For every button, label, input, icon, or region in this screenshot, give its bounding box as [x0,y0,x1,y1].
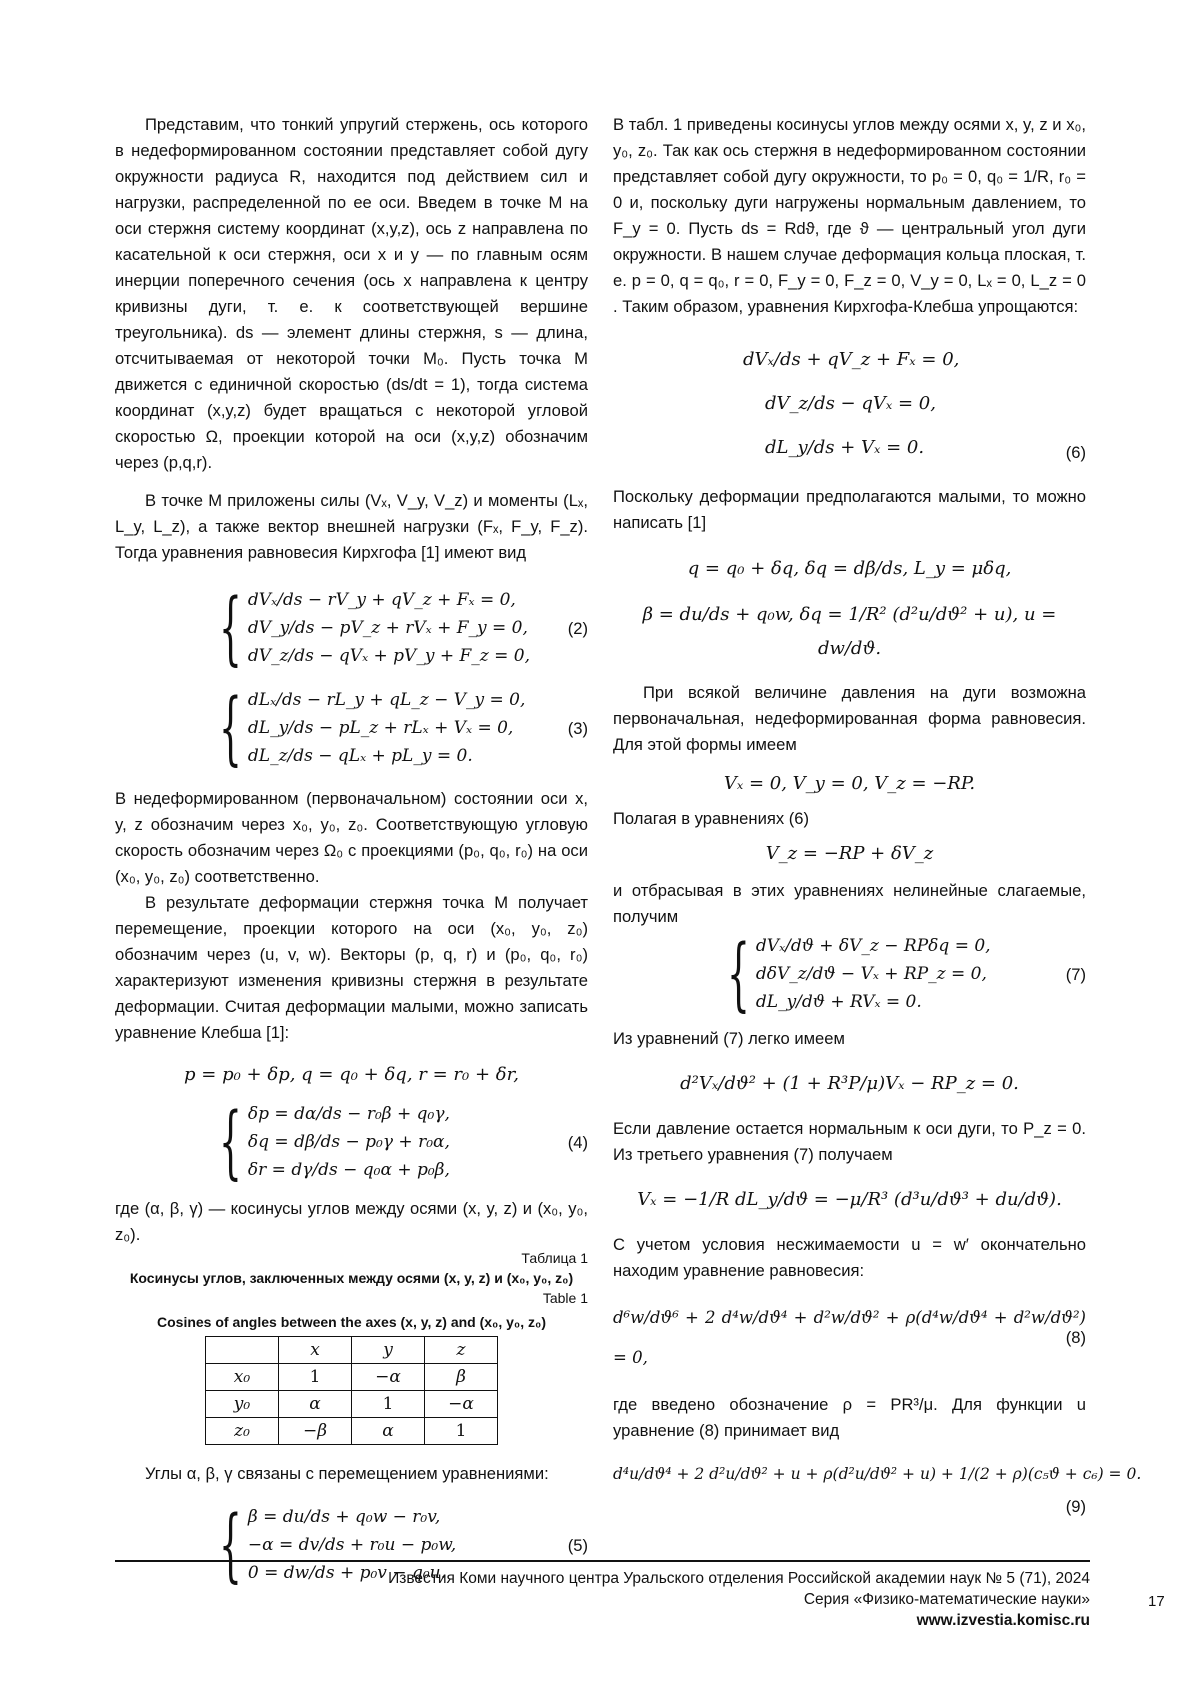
equation-4 [115,1095,588,1188]
paragraph: Из уравнений (7) легко имеем [613,1029,845,1048]
table-cell: 1 [425,1418,498,1445]
journal-series: Серия «Физико-математические науки» [803,1591,1090,1608]
table-cell [206,1337,279,1364]
equation-line: V_z = −RP + δV_z [765,843,934,864]
table-cell: x [279,1337,352,1364]
equation-line: p = p₀ + δp, q = q₀ + δq, r = r₀ + δr, [184,1064,519,1085]
table-cell: y [352,1337,425,1364]
right-column [613,112,1142,1520]
equation-number: (5) [567,1536,588,1555]
equation-line: dL_y/dϑ + RVₓ = 0. [755,992,922,1012]
equation-line: δr = dγ/ds − q₀α + p₀β, [247,1160,450,1180]
paragraph: При всякой величине давления на дуги возможна первоначальная, недеформированная форма равновесия. Для этой формы имеем [613,683,1086,754]
equation-3 [115,681,588,774]
table-cell: α [279,1391,352,1418]
equation-line: dVₓ/dϑ + δV_z − RPδq = 0, [755,936,991,956]
equation-vx [613,1180,1086,1220]
equation-9 [613,1454,1142,1494]
table-row [206,1364,498,1391]
equation-line: Vₓ = 0, V_y = 0, V_z = −RP. [723,773,976,794]
equation-line: dVₓ/ds + qV_z + Fₓ = 0, [743,349,960,370]
journal-url: www.izvestia.komisc.ru [916,1612,1090,1629]
left-column [115,112,588,1589]
paragraph: В точке M приложены силы (Vₓ, V_y, V_z) и моменты (Lₓ, L_y, L_z), а также вектор внешней нагрузки (Fₓ, F_y, F_z). Тогда уравнения равновесия Кирхгофа [1] имеют вид [115,491,588,562]
table-cell: −β [279,1418,352,1445]
table-cell: 1 [279,1364,352,1391]
equation-line: dδV_z/dϑ − Vₓ + RP_z = 0, [755,964,987,984]
equation-line: 0 = dw/ds + p₀v − q₀u. [247,1563,446,1583]
table-cell: z₀ [206,1418,279,1445]
equation-number: (9) [1065,1497,1086,1516]
equation-d2v [613,1064,1086,1104]
brace-icon: { [218,1498,242,1591]
brace-icon: { [218,681,242,774]
equation-line: δq = dβ/ds − p₀γ + r₀α, [247,1132,450,1152]
equation-line: dVₓ/ds − rV_y + qV_z + Fₓ = 0, [247,590,516,610]
table-cell: x₀ [206,1364,279,1391]
equation-line: d⁴u/dϑ⁴ + 2 d²u/dϑ² + u + ρ(d²u/dϑ² + u) + 1/(2 + ρ)(c₅ϑ + c₆) = 0. [613,1465,1142,1483]
paragraph: В табл. 1 приведены косинусы углов между осями x, y, z и x₀, y₀, z₀. Так как ось стержня в недеформированном состоянии представляет собой дугу окружности, то p₀ = 0, q₀ = 1/R, r₀ = 0 и, поскольку дуги нагружены нормальным давлением, то F_y = 0. Пусть ds = Rdϑ, где ϑ — центральный угол дуги окружности. В нашем случае деформация кольца плоская, т. е. p = 0, q = q₀, r = 0, F_y = 0, F_z = 0, V_y = 0, Lₓ = 0, L_z = 0 . Таким образом, уравнения Кирхгофа-Клебша упрощаются: [613,115,1086,316]
paragraph: Полагая в уравнениях (6) [613,809,810,828]
table-caption-en: Cosines of angles between the axes (x, y, z) and (x₀, y₀, z₀) [157,1314,546,1330]
paragraph: В результате деформации стержня точка M получает перемещение, проекции которого на оси (x₀, y₀, z₀) обозначим через (u, v, w). Векторы (p, q, r) и (p₀, q₀, r₀) характеризуют изменения кривизны стержня в результате деформации. Считая деформации малыми, можно записать уравнение Клебша [1]: [115,893,588,1042]
table-cell: β [425,1364,498,1391]
journal-title: Известия Коми научного центра Уральского отделения Российской академии наук № 5 (71), 2024 [388,1570,1090,1587]
equation-line: −α = dv/ds + r₀u − p₀w, [247,1535,457,1555]
equation-vz [613,838,1086,870]
equation-line: β = du/ds + q₀w − r₀v, [247,1507,441,1527]
table-cell: −α [352,1364,425,1391]
paragraph: где (α, β, γ) — косинусы углов между осями (x, y, z) и (x₀, y₀, z₀). [115,1199,588,1244]
table-cell: α [352,1418,425,1445]
equation-q [613,552,1086,586]
table-caption-ru: Косинусы углов, заключенных между осями (x, y, z) и (x₀, y₀, z₀) [129,1270,574,1286]
paragraph: и отбрасывая в этих уравнениях нелинейные слагаемые, получим [613,881,1086,926]
footer [388,1568,1090,1631]
table-header-row [206,1337,498,1364]
equation-line: dL_z/ds − qLₓ + pL_y = 0. [247,746,473,766]
paragraph: Представим, что тонкий упругий стержень, ось которого в недеформированном состоянии представляет собой дугу окружности радиуса R, находится под действием сил и нагрузки, распределенной по ее оси. Введем в точке M на оси стержня систему координат (x,y,z), ось z направлена по касательной к оси стержня, оси x и y — по главным осям инерции поперечного сечения (ось x направлена к центру кривизны дуги, т. е. к соответствующей вершине треугольника). ds — элемент длины стержня, s — длина, отсчитываемая от некоторой точки M₀. Пусть точка M движется с единичной скоростью (ds/dt = 1), тогда система координат (x,y,z) будет вращаться с некоторой угловой скоростью Ω, проекции которой на оси (x,y,z) обозначим через (p,q,r). [115,115,588,472]
equation-line: dL_y/ds − pL_z + rLₓ + Vₓ = 0, [247,718,514,738]
equation-8 [613,1298,1086,1378]
paragraph: С учетом условия несжимаемости u = w′ окончательно находим уравнение равновесия: [613,1235,1086,1280]
page-number: 17 [1148,1593,1165,1610]
equation-2 [115,581,588,674]
equation-line: q = q₀ + δq, δq = dβ/ds, L_y = μδq, [687,558,1012,579]
paragraph: Поскольку деформации предполагаются малыми, то можно написать [1] [613,487,1086,532]
paragraph: Если давление остается нормальным к оси дуги, то P_z = 0. Из третьего уравнения (7) получаем [613,1119,1086,1164]
cosines-table [205,1336,498,1445]
equation-line: d²Vₓ/dϑ² + (1 + R³P/μ)Vₓ − RP_z = 0. [680,1073,1019,1094]
footer-divider [115,1560,1090,1562]
paragraph: где введено обозначение ρ = PR³/μ. Для функции u уравнение (8) принимает вид [613,1395,1086,1440]
equation-line: β = du/ds + q₀w, δq = 1/R² (d²u/dϑ² + u), u = dw/dϑ. [642,604,1057,659]
equation-line: dL_y/ds + Vₓ = 0. [765,437,925,458]
equation-line: d⁶w/dϑ⁶ + 2 d⁴w/dϑ⁴ + d²w/dϑ² + ρ(d⁴w/dϑ⁴ + d²w/dϑ²) = 0, [613,1308,1086,1367]
brace-icon: { [726,927,750,1020]
equation-line: dV_y/ds − pV_z + rVₓ + F_y = 0, [247,618,528,638]
equation-7 [613,927,1086,1020]
table-cell: z [425,1337,498,1364]
table-row [206,1418,498,1445]
table-row [206,1391,498,1418]
brace-icon: { [218,1095,242,1188]
brace-icon: { [218,581,242,674]
paragraph: В недеформированном (первоначальном) состоянии оси x, y, z обозначим через x₀, y₀, z₀. Соответствующую угловую скорость обозначим через Ω₀ с проекциями (p₀, q₀, r₀) на оси (x₀, y₀, z₀) соответственно. [115,789,588,886]
equation-line: δp = dα/ds − r₀β + q₀γ, [247,1104,450,1124]
equation-6 [613,338,1086,470]
equation-number: (3) [567,719,588,738]
table-cell: −α [425,1391,498,1418]
equation-number: (7) [1065,965,1086,984]
table-cell: y₀ [206,1391,279,1418]
equation-line: dV_z/ds − qVₓ = 0, [765,393,936,414]
table-cell: 1 [352,1391,425,1418]
equation-line: dLₓ/ds − rL_y + qL_z − V_y = 0, [247,690,526,710]
equation-number: (8) [1065,1328,1086,1347]
equation-v [613,768,1086,800]
table-label-ru: Таблица 1 [521,1250,588,1266]
equation-beta [613,598,1086,666]
equation-number: (4) [567,1133,588,1152]
equation-number: (2) [567,619,588,638]
table-label-en: Table 1 [542,1290,588,1306]
equation-number: (6) [1065,443,1086,462]
equation-pqr [115,1062,588,1088]
equation-line: Vₓ = −1/R dL_y/dϑ = −μ/R³ (d³u/dϑ³ + du/dϑ). [637,1189,1062,1210]
paragraph: Углы α, β, γ связаны с перемещением уравнениями: [145,1464,549,1483]
equation-line: dV_z/ds − qVₓ + pV_y + F_z = 0, [247,646,530,666]
